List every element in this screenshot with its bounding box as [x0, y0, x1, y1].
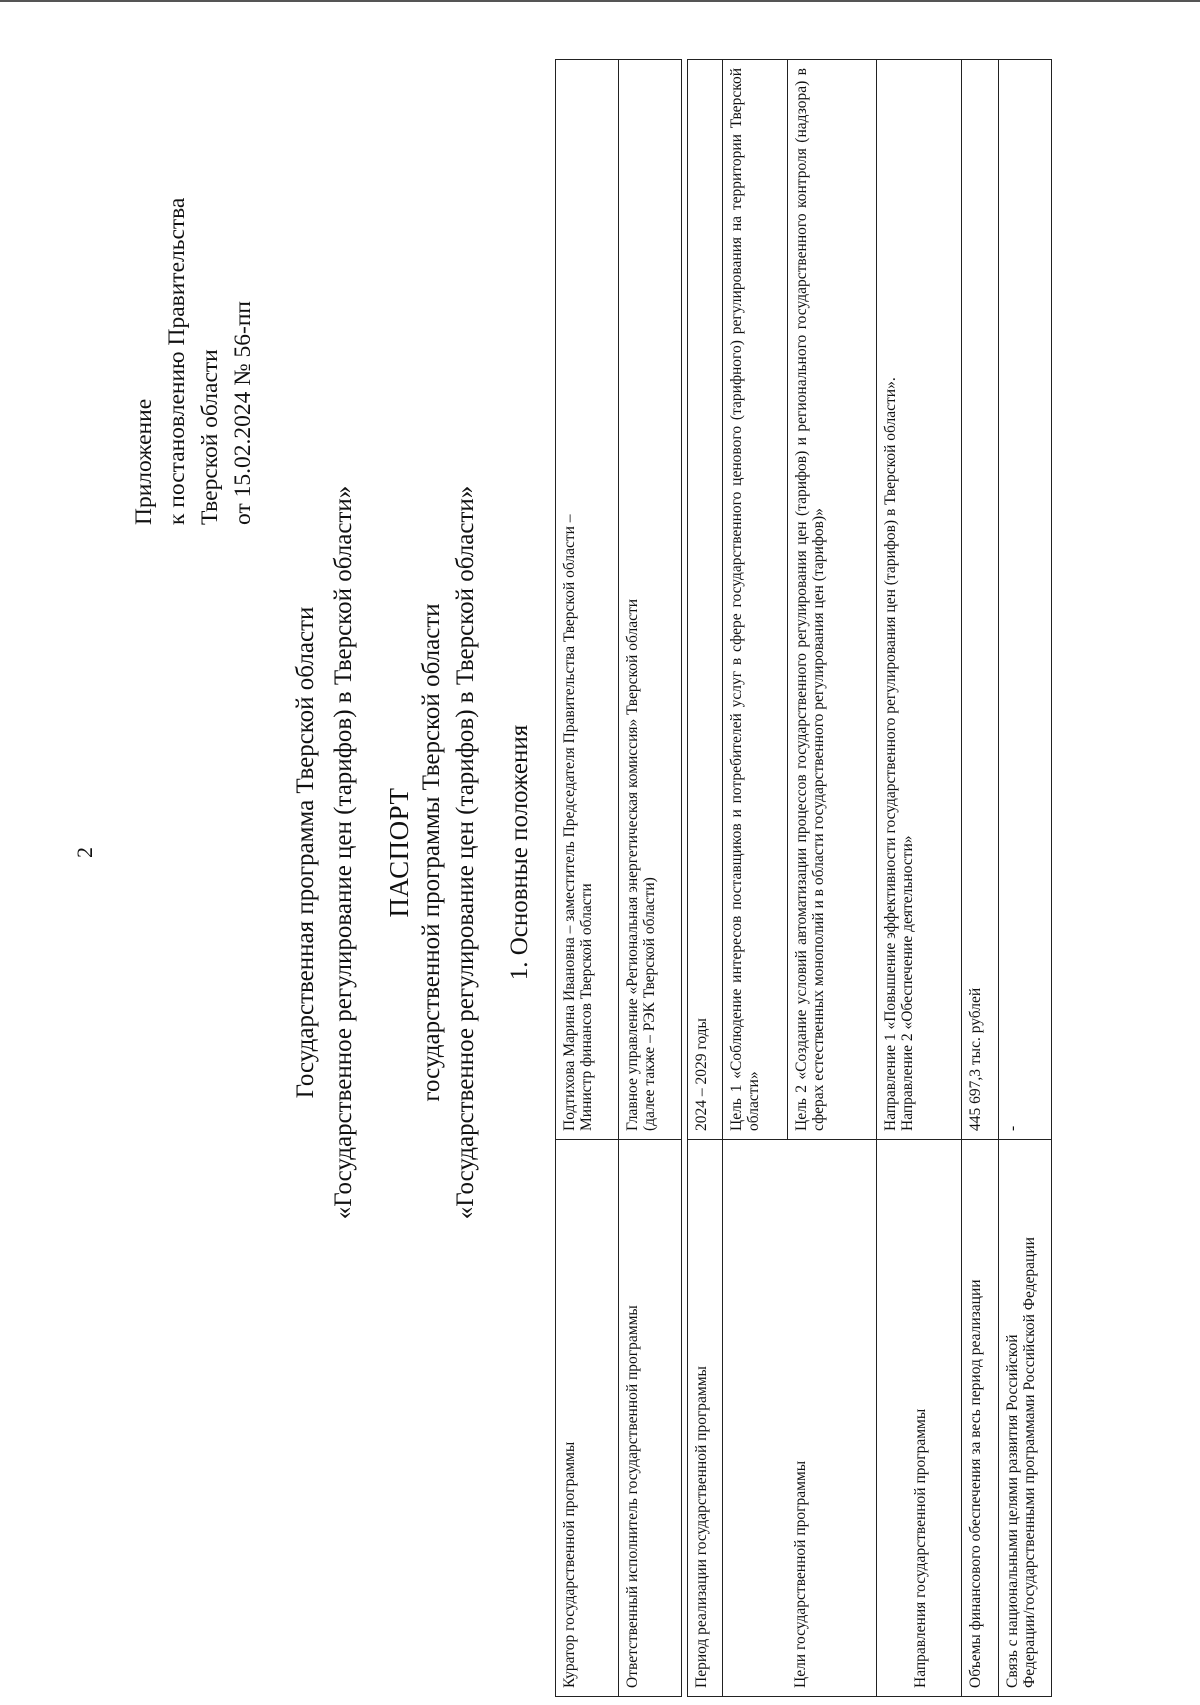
appendix-block — [128, 198, 260, 525]
table-row-curator — [556, 60, 619, 1697]
period-label: Период реализации государственной программы — [688, 1140, 723, 1697]
national-goals-value: - — [999, 60, 1052, 1140]
table-row-period — [688, 60, 723, 1697]
table-row-national-goals — [999, 60, 1052, 1697]
appendix-line-2: к постановлению Правительства — [164, 197, 190, 525]
section-heading: 1. Основные положения — [506, 724, 533, 981]
passport-table — [555, 59, 1052, 1697]
period-value: 2024 – 2029 годы — [688, 60, 723, 1140]
table-row-funding — [962, 60, 999, 1697]
goals-label: Цели государственной программы — [723, 1140, 877, 1697]
funding-label: Объемы финансового обеспечения за весь период реализации — [962, 1140, 999, 1697]
directions-value — [877, 60, 962, 1140]
appendix-line-4: от 15.02.2024 № 56-пп — [230, 301, 256, 525]
national-goals-label-line-1: Связь с национальными целями развития Российской — [1004, 1334, 1021, 1688]
passport-heading: ПАСПОРТ — [384, 787, 414, 918]
curator-value-line-1: Подтихова Марина Ивановна – заместитель Председателя Правительства Тверской области – — [561, 514, 578, 1131]
appendix-line-3: Тверской области — [197, 349, 223, 525]
executor-value — [619, 60, 682, 1140]
goal-2-value: Цель 2 «Создание условий автоматизации процессов государственного регулирования цен (тарифов) и регионального государственного контроля (надзора) в сферах естественных монополий и в области государственного регулирования цен (тарифов)» — [788, 60, 877, 1140]
direction-2: Направление 2 «Обеспечение деятельности» — [899, 835, 916, 1131]
program-title-line-1: Государственная программа Тверской области — [292, 606, 319, 1099]
direction-1: Направление 1 «Повышение эффективности государственного регулирования цен (тарифов) в Тверской области». — [882, 377, 899, 1131]
table-row-goal-1 — [723, 60, 788, 1697]
passport-subtitle-line-2: «Государственное регулирование цен (тарифов) в Тверской области» — [452, 485, 479, 1220]
executor-value-line-1: Главное управление «Региональная энергетическая комиссия» Тверской области — [624, 598, 641, 1131]
directions-label: Направления государственной программы — [877, 1140, 962, 1697]
program-title-line-2: «Государственное регулирование цен (тарифов) в Тверской области» — [330, 485, 357, 1220]
page-number: 2 — [72, 847, 97, 858]
national-goals-label — [999, 1140, 1052, 1697]
curator-label: Куратор государственной программы — [556, 1140, 619, 1697]
national-goals-label-line-2: Федерации/государственными программами Российской Федерации — [1021, 1237, 1038, 1688]
appendix-line-1: Приложение — [131, 398, 157, 525]
table-row-directions — [877, 60, 962, 1697]
executor-value-line-2: (далее также – РЭК Тверской области) — [641, 877, 658, 1131]
passport-subtitle-line-1: государственной программы Тверской области — [418, 603, 445, 1102]
curator-value-line-2: Министр финансов Тверской области — [578, 883, 595, 1131]
curator-value — [556, 60, 619, 1140]
funding-value: 445 697,3 тыс. рублей — [962, 60, 999, 1140]
goal-1-value: Цель 1 «Соблюдение интересов поставщиков и потребителей услуг в сфере государственного ценового (тарифного) регулирования на территории Тверской области» — [723, 60, 788, 1140]
table-row-executor — [619, 60, 682, 1697]
executor-label: Ответственный исполнитель государственной программы — [619, 1140, 682, 1697]
